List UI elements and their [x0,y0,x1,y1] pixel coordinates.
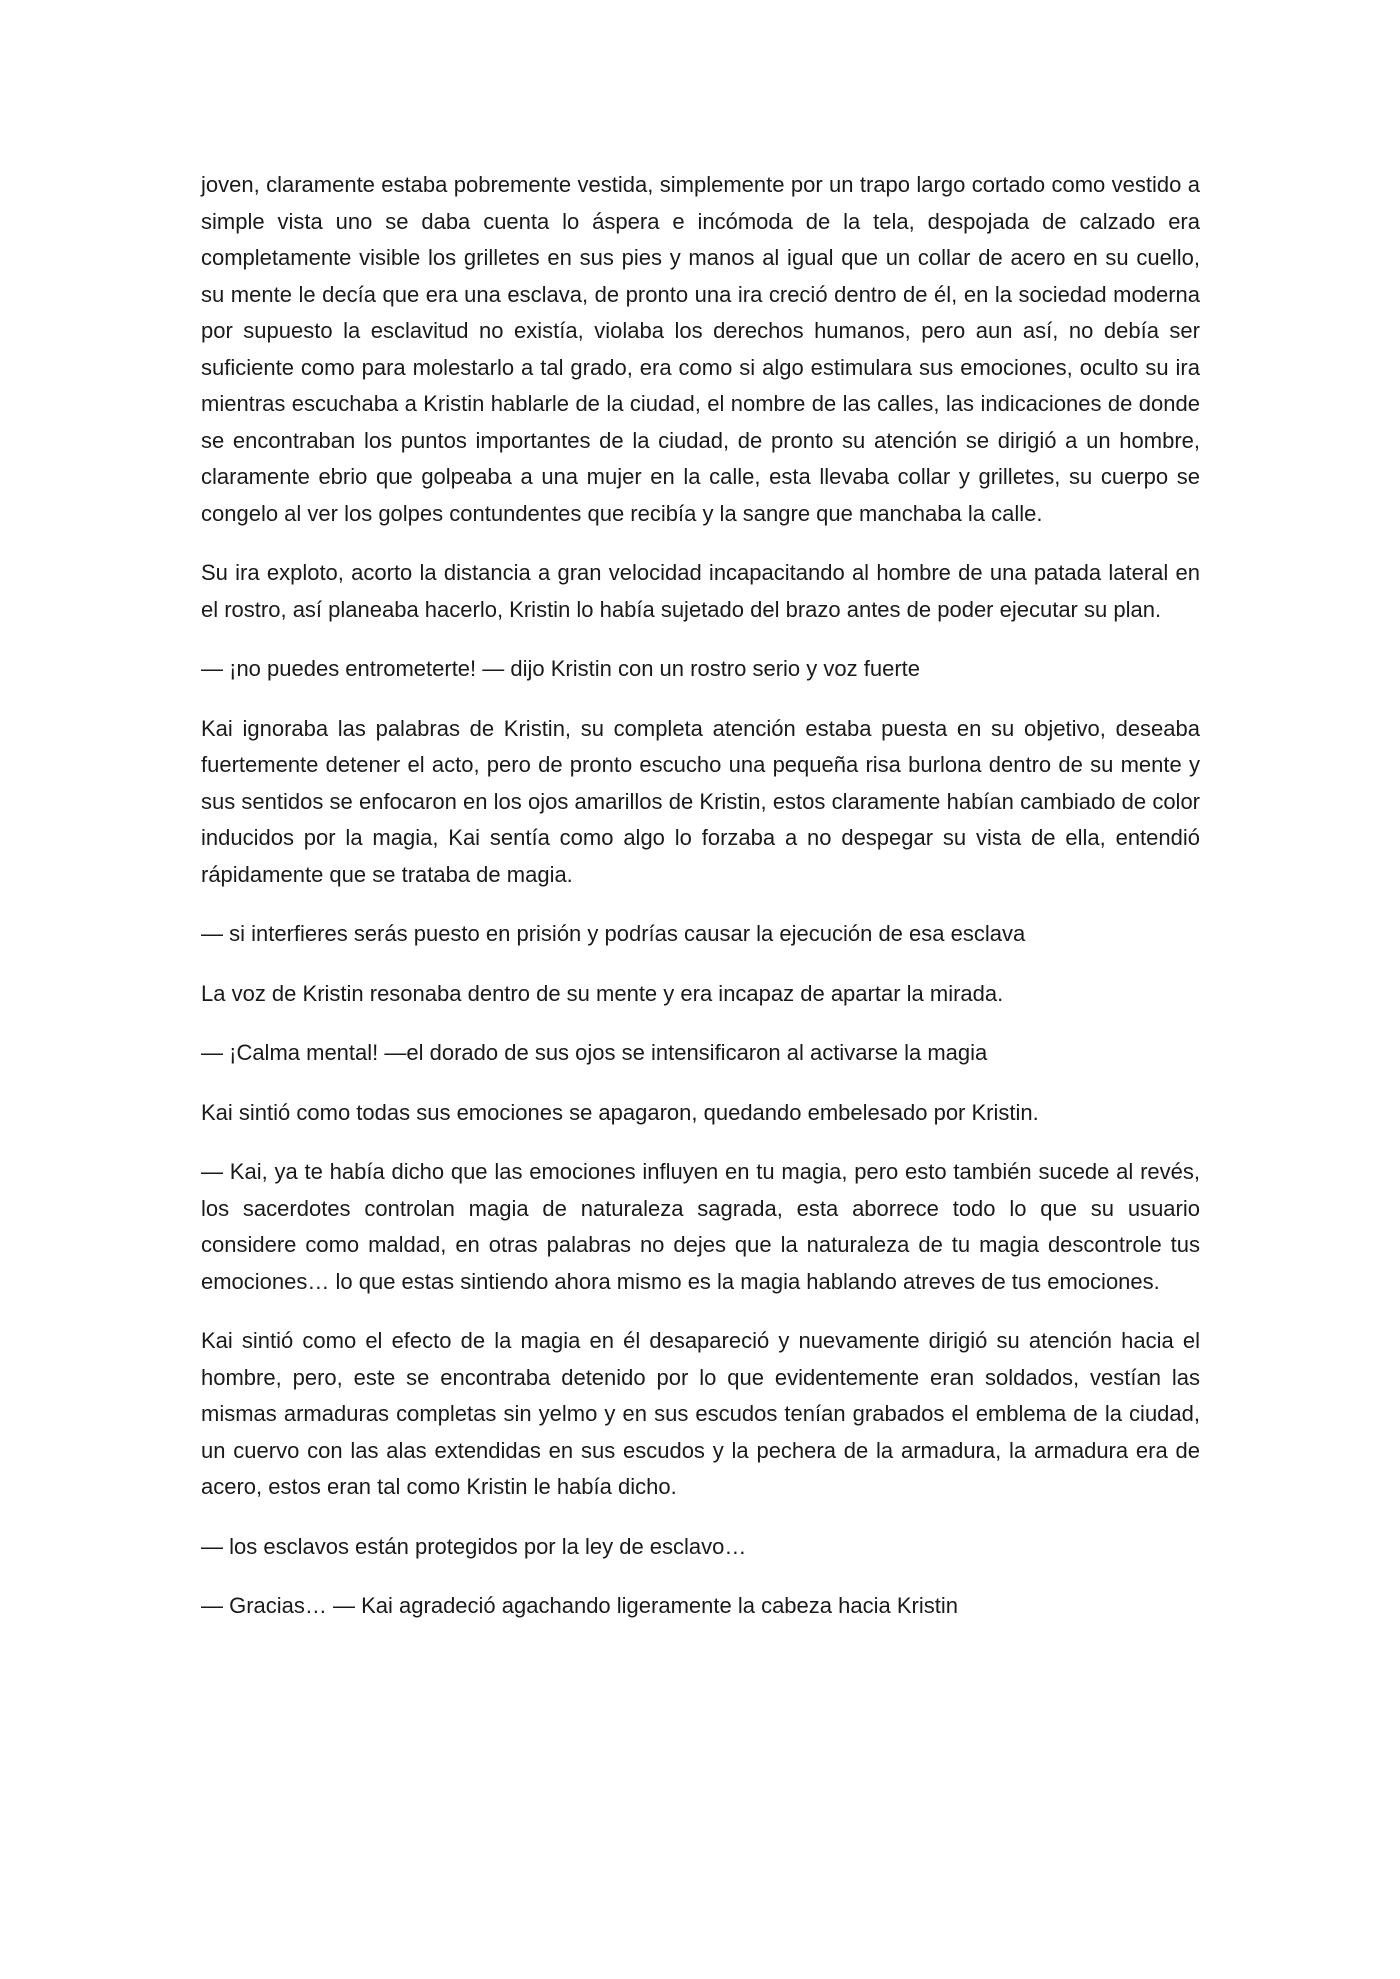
paragraph: La voz de Kristin resonaba dentro de su mente y era incapaz de apartar la mirada. [201,980,1004,1006]
dialogue-line: — si interfieres serás puesto en prisión y podrías causar la ejecución de esa esclava [201,921,1026,946]
dialogue-line: — ¡Calma mental! —el dorado de sus ojos se intensificaron al activarse la magia [201,1040,988,1065]
paragraph: Kai ignoraba las palabras de Kristin, su completa atención estaba puesta en su objetivo, deseaba fuertemente detener el acto, pero de pronto escucho una pequeña risa burlona dentro de su mente y sus sentidos se enfocaron en los ojos amarillos de Kristin, estos claramente habían cambiado de color inducidos por la magia, Kai sentía como algo lo forzaba a no despegar su vista de ella, entendió rápidamente que se trataba de magia. [201,715,1200,887]
paragraph: Su ira exploto, acorto la distancia a gran velocidad incapacitando al hombre de una patada lateral en el rostro, así planeaba hacerlo, Kristin lo había sujetado del brazo antes de poder ejecutar su plan. [201,560,1200,622]
paragraph: Kai sintió como el efecto de la magia en él desapareció y nuevamente dirigió su atención hacia el hombre, pero, este se encontraba detenido por lo que evidentemente eran soldados, vestían las mismas armaduras completas sin yelmo y en sus escudos tenían grabados el emblema de la ciudad, un cuervo con las alas extendidas en sus escudos y la pechera de la armadura, la armadura era de acero, estos eran tal como Kristin le había dicho. [201,1328,1200,1499]
paragraph: joven, claramente estaba pobremente vestida, simplemente por un trapo largo cortado como vestido a simple vista uno se daba cuenta lo áspera e incómoda de la tela, despojada de calzado era completamente visible los grilletes en sus pies y manos al igual que un collar de acero en su cuello, su mente le decía que era una esclava, de pronto una ira creció dentro de él, en la sociedad moderna por supuesto la esclavitud no existía, violaba los derechos humanos, pero aun así, no debía ser suficiente como para molestarlo a tal grado, era como si algo estimulara sus emociones, oculto su ira mientras escuchaba a Kristin hablarle de la ciudad, el nombre de las calles, las indicaciones de donde se encontraban los puntos importantes de la ciudad, de pronto su atención se dirigió a un hombre, claramente ebrio que golpeaba a una mujer en la calle, esta llevaba collar y grilletes, su cuerpo se congelo al ver los golpes contundentes que recibía y la sangre que manchaba la calle. [201,172,1200,526]
dialogue-line: — Kai, ya te había dicho que las emociones influyen en tu magia, pero esto también sucede al revés, los sacerdotes controlan magia de naturaleza sagrada, esta aborrece todo lo que su usuario considere como maldad, en otras palabras no dejes que la naturaleza de tu magia descontrole tus emociones… lo que estas sintiendo ahora mismo es la magia hablando atreves de tus emociones. [201,1159,1200,1294]
dialogue-line: — los esclavos están protegidos por la ley de esclavo… [201,1533,747,1559]
dialogue-line: — ¡no puedes entrometerte! — dijo Kristin con un rostro serio y voz fuerte [201,656,920,681]
paragraph: Kai sintió como todas sus emociones se apagaron, quedando embelesado por Kristin. [201,1099,1039,1125]
document-body [201,167,1200,1648]
dialogue-line: — Gracias… — Kai agradeció agachando ligeramente la cabeza hacia Kristin [201,1593,958,1618]
